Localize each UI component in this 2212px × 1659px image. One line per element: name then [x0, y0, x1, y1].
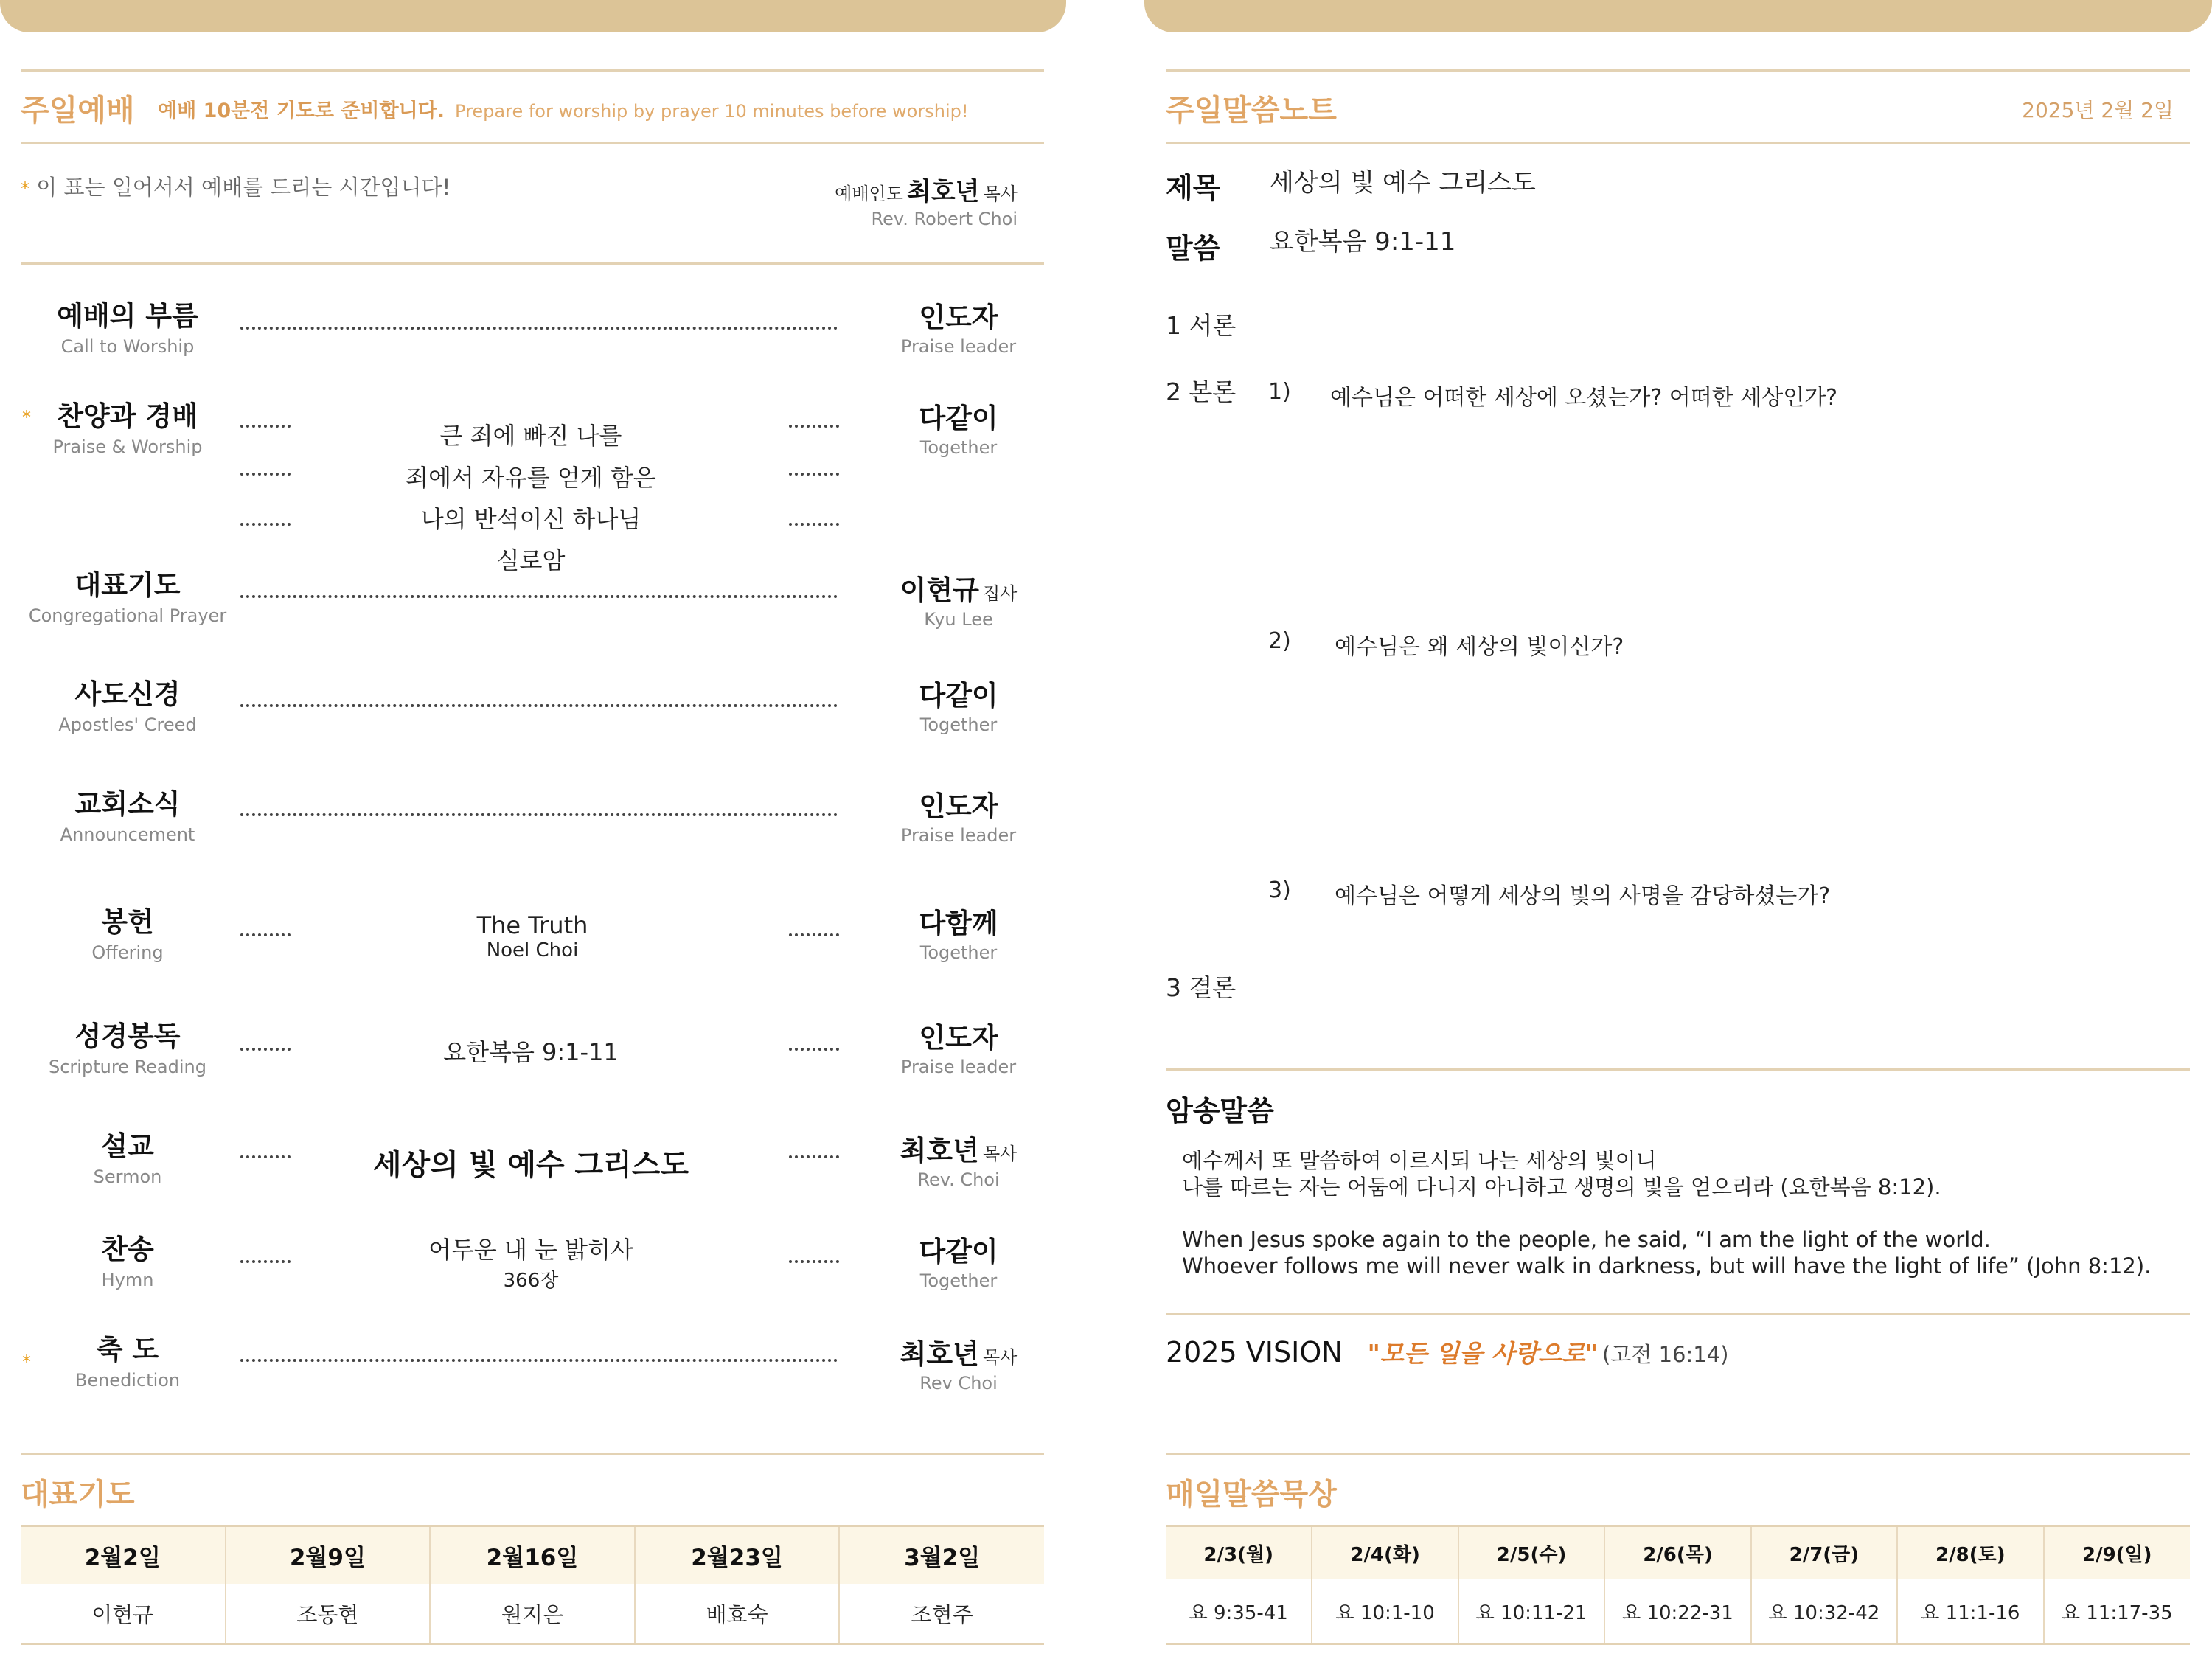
- devotion-reference: 요 10:32-42: [1751, 1579, 1897, 1643]
- offering-song-title: The Truth: [476, 911, 588, 939]
- worship-heading: 주일예배: [21, 94, 135, 128]
- divider: [21, 1643, 1044, 1645]
- dot-leader: [240, 473, 291, 476]
- daily-devotion-table: [1166, 1527, 2190, 1643]
- leader-rank: 목사: [983, 184, 1018, 204]
- song-3: [288, 501, 774, 535]
- dot-leader: [240, 523, 291, 526]
- dot-leader: [240, 425, 291, 428]
- responder-en: Rev Choi: [919, 1373, 998, 1394]
- leader-prefix: 예배인도: [835, 184, 903, 204]
- responder-en: Rev. Choi: [917, 1169, 1000, 1190]
- devotion-reference: 요 11:1-16: [1897, 1579, 2043, 1643]
- item-title-ko: 찬송: [101, 1234, 154, 1265]
- item-benediction: [17, 1327, 238, 1391]
- vision-quote: "모든 일을 사랑으로": [1367, 1339, 1599, 1368]
- outline-point: 예수님은 어떠한 세상에 오셨는가? 어떠한 세상인가?: [1330, 385, 1838, 411]
- prayer-date: 2월23일: [635, 1527, 840, 1584]
- outline-point-number: 3): [1268, 877, 1291, 903]
- responder-rank: 집사: [982, 583, 1018, 604]
- item-responder: [877, 1229, 1040, 1291]
- outline-conclusion: 3 결론: [1166, 973, 1237, 1002]
- item-title-ko: 찬양과 경배: [57, 400, 198, 432]
- item-title-en: Apostles' Creed: [58, 714, 197, 735]
- item-responder: [877, 396, 1040, 458]
- outline-point: 예수님은 왜 세상의 빛이신가?: [1335, 634, 1624, 660]
- prayer-person: 조현주: [911, 1601, 973, 1627]
- dot-leader: [789, 1048, 839, 1051]
- divider: [21, 142, 1044, 144]
- notes-heading: 주일말씀노트: [1166, 94, 1337, 128]
- responder-ko: 인도자: [919, 1022, 998, 1054]
- responder-en: Praise leader: [900, 825, 1017, 846]
- responder-en: Together: [919, 714, 998, 735]
- divider: [1166, 69, 2190, 72]
- item-title-ko: 사도신경: [74, 678, 181, 710]
- prayer-heading: 대표기도: [21, 1478, 135, 1512]
- sermon-title: [288, 1141, 774, 1183]
- divider: [1166, 1643, 2190, 1645]
- star-icon: *: [22, 407, 31, 428]
- scripture-label: 말씀: [1166, 232, 1220, 265]
- responder-en: Praise leader: [900, 336, 1017, 357]
- star-icon: *: [22, 1352, 31, 1372]
- responder-ko: 다같이: [919, 403, 998, 434]
- devotion-day: 2/6(목): [1604, 1527, 1750, 1579]
- star-icon: *: [21, 178, 29, 199]
- item-responder: [877, 1128, 1040, 1190]
- song-title: 나의 반석이신 하나님: [420, 505, 641, 533]
- item-title-ko: 예배의 부름: [57, 300, 198, 332]
- dot-leader: [240, 704, 838, 707]
- responder-rank: 목사: [982, 1144, 1018, 1164]
- song-4: [288, 542, 774, 576]
- worship-leader: [835, 171, 1018, 229]
- prayer-schedule-table: [21, 1527, 1044, 1643]
- prayer-date: 2월16일: [430, 1527, 635, 1584]
- dot-leader: [789, 1260, 839, 1263]
- divider: [1166, 1313, 2190, 1315]
- song-title: 큰 죄에 빠진 나를: [439, 422, 622, 450]
- divider: [1166, 1453, 2190, 1455]
- item-responder: [877, 1332, 1040, 1394]
- devotion-reference: 요 11:17-35: [2061, 1601, 2173, 1624]
- offering-song: [289, 911, 776, 961]
- divider: [21, 1453, 1044, 1455]
- left-top-tab: [0, 0, 1066, 32]
- song-1: [288, 417, 774, 451]
- outline-intro: 1 서론: [1166, 311, 1237, 340]
- scripture-text: 요한복음 9:1-11: [443, 1038, 619, 1066]
- item-responder: [877, 1015, 1040, 1077]
- dot-leader: [789, 473, 839, 476]
- memory-verse-heading: 암송말씀: [1166, 1095, 1274, 1127]
- item-hymn: [17, 1227, 238, 1290]
- hymn-title: 어두운 내 눈 밝히사: [428, 1236, 633, 1264]
- item-announcement: [17, 782, 238, 845]
- sermon-title-text: 세상의 빛 예수 그리스도: [372, 1148, 689, 1182]
- item-title-en: Announcement: [60, 824, 195, 845]
- responder-en: Kyu Lee: [924, 609, 993, 630]
- outline-point-number: 1): [1268, 379, 1291, 405]
- leader-name-en: Rev. Robert Choi: [871, 209, 1018, 229]
- responder-ko: 최호년: [900, 1135, 979, 1166]
- prayer-date: 2월9일: [226, 1527, 431, 1584]
- responder-en: Together: [919, 1270, 998, 1291]
- item-congregational-prayer: [17, 563, 238, 626]
- dot-leader: [240, 1359, 838, 1362]
- item-title-ko: 성경봉독: [74, 1020, 181, 1052]
- hymn-info: [288, 1231, 774, 1293]
- memory-verse-ko-line: 나를 따르는 자는 어둠에 다니지 아니하고 생명의 빛을 얻으리라 (요한복음 8:12).: [1182, 1175, 1941, 1200]
- responder-ko: 이현규: [900, 574, 979, 606]
- responder-ko: 다같이: [919, 680, 998, 712]
- memory-verse-en-line: Whoever follows me will never walk in darkness, but will have the light of life” (John 8:12).: [1182, 1253, 2152, 1279]
- item-title-ko: 교회소식: [74, 788, 181, 820]
- devotion-day: 2/8(토): [1897, 1527, 2043, 1579]
- dot-leader: [240, 327, 838, 330]
- daily-devotion-heading: 매일말씀묵상: [1166, 1478, 1337, 1512]
- song-title: 실로암: [496, 546, 566, 574]
- memory-verse-en: [1182, 1226, 2151, 1279]
- item-responder: [877, 295, 1040, 357]
- responder-ko: 다같이: [919, 1236, 998, 1267]
- divider: [1166, 1068, 2190, 1071]
- dot-leader: [789, 933, 839, 936]
- dot-leader: [789, 523, 839, 526]
- item-apostles-creed: [17, 672, 238, 735]
- item-title-en: Call to Worship: [60, 336, 195, 357]
- item-title-en: Offering: [91, 942, 164, 963]
- prayer-person: 배효숙: [635, 1584, 840, 1643]
- dot-leader: [789, 425, 839, 428]
- worship-sub-en: Prepare for worship by prayer 10 minutes before worship!: [455, 101, 969, 122]
- prayer-date: 2월2일: [21, 1527, 226, 1584]
- item-sermon: [17, 1124, 238, 1187]
- item-title-ko: 대표기도: [74, 569, 181, 601]
- memory-verse-en-line: When Jesus spoke again to the people, he said, “I am the light of the world.: [1182, 1227, 1991, 1252]
- divider: [21, 69, 1044, 72]
- dot-leader: [240, 595, 838, 598]
- item-title-en: Sermon: [93, 1166, 162, 1187]
- right-top-tab: [1144, 0, 2212, 32]
- item-title-en: Congregational Prayer: [28, 605, 227, 626]
- notes-date: 2025년 2월 2일: [2022, 98, 2174, 122]
- devotion-day: 2/9(일): [2044, 1527, 2190, 1579]
- dot-leader: [789, 1155, 839, 1158]
- responder-ko: 다함께: [919, 908, 998, 939]
- dot-leader: [240, 813, 838, 816]
- memory-verse-ko: [1182, 1147, 1941, 1200]
- devotion-reference: 요 10:11-21: [1458, 1579, 1604, 1643]
- item-praise-worship: [17, 394, 238, 457]
- vision-line: [1166, 1335, 1729, 1369]
- vision-title: 2025 VISION: [1166, 1336, 1343, 1368]
- dot-leader: [240, 1155, 291, 1158]
- item-offering: [17, 900, 238, 963]
- item-responder: [877, 568, 1040, 630]
- item-title-en: Benediction: [74, 1370, 181, 1391]
- dot-leader: [240, 1048, 291, 1051]
- item-responder: [877, 673, 1040, 735]
- prayer-person: 조동현: [226, 1584, 431, 1643]
- devotion-reference: 요 9:35-41: [1166, 1579, 1312, 1643]
- scripture-value: 요한복음 9:1-11: [1270, 227, 1456, 257]
- item-title-en: Hymn: [101, 1270, 154, 1290]
- item-title-en: Praise & Worship: [52, 437, 203, 457]
- dot-leader: [240, 1260, 291, 1263]
- scripture-reference: [288, 1034, 774, 1068]
- dot-leader: [240, 933, 291, 936]
- devotion-day: 2/7(금): [1751, 1527, 1897, 1579]
- hymn-number: 366장: [503, 1270, 559, 1292]
- divider: [21, 262, 1044, 265]
- devotion-day: 2/5(수): [1458, 1527, 1604, 1579]
- devotion-day: 2/3(월): [1166, 1527, 1312, 1579]
- item-title-ko: 설교: [101, 1130, 154, 1162]
- memory-verse-ko-line: 예수께서 또 말씀하여 이르시되 나는 세상의 빛이니: [1182, 1148, 1657, 1173]
- item-title-ko: 축 도: [96, 1334, 159, 1366]
- item-call-to-worship: [17, 293, 238, 357]
- outline-point-number: 2): [1268, 628, 1291, 654]
- item-responder: [877, 784, 1040, 846]
- devotion-reference: 요 10:1-10: [1312, 1579, 1458, 1643]
- leader-name: 최호년: [906, 177, 980, 206]
- title-value: 세상의 빛 예수 그리스도: [1270, 168, 1536, 198]
- item-title-en: Scripture Reading: [49, 1057, 206, 1077]
- responder-ko: 인도자: [919, 302, 998, 333]
- title-label: 제목: [1166, 172, 1220, 204]
- devotion-day: 2/4(화): [1312, 1527, 1458, 1579]
- responder-en: Together: [919, 942, 998, 963]
- prayer-person: 이현규: [21, 1584, 226, 1643]
- outline-body: 2 본론: [1166, 378, 1237, 406]
- worship-subheading: [158, 94, 968, 123]
- standing-note: [21, 171, 451, 201]
- devotion-reference: 요 10:22-31: [1604, 1579, 1750, 1643]
- item-title-ko: 봉헌: [101, 906, 154, 938]
- responder-rank: 목사: [982, 1347, 1018, 1368]
- responder-ko: 최호년: [900, 1338, 979, 1370]
- prayer-person: 원지은: [430, 1584, 635, 1643]
- song-2: [288, 459, 774, 493]
- responder-en: Together: [919, 437, 998, 458]
- offering-song-artist: Noel Choi: [486, 939, 579, 961]
- responder-en: Praise leader: [900, 1057, 1017, 1077]
- item-scripture-reading: [17, 1014, 238, 1077]
- standing-note-text: 이 표는 일어서서 예배를 드리는 시간입니다!: [36, 175, 451, 200]
- outline-point: 예수님은 어떻게 세상의 빛의 사명을 감당하셨는가?: [1335, 883, 1831, 909]
- vision-reference: (고전 16:14): [1602, 1342, 1729, 1367]
- item-responder: [877, 901, 1040, 963]
- divider: [1166, 142, 2190, 144]
- responder-ko: 인도자: [919, 790, 998, 822]
- worship-sub-ko: 예배 10분전 기도로 준비합니다.: [158, 100, 445, 122]
- song-title: 죄에서 자유를 얻게 함은: [406, 464, 656, 492]
- prayer-date: 3월2일: [839, 1527, 1044, 1584]
